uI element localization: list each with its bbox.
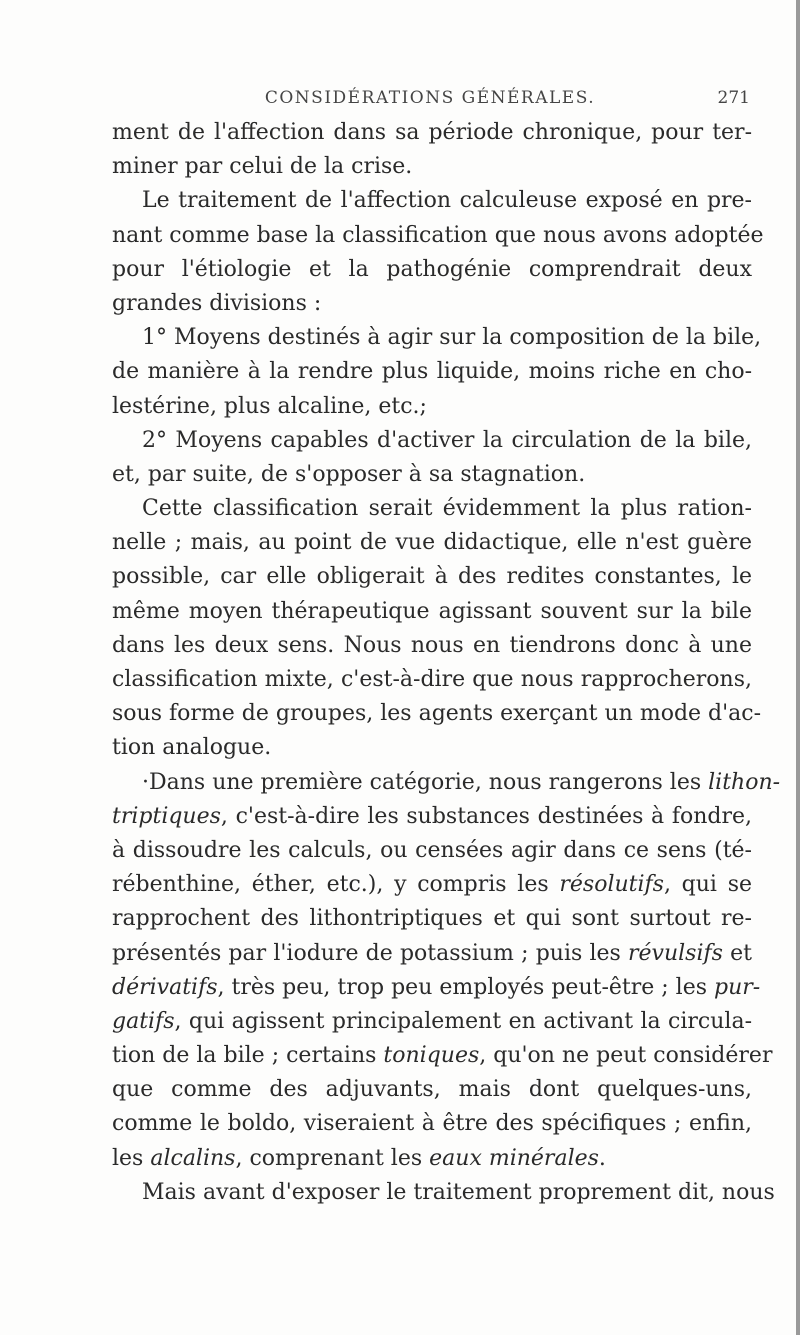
text-fragment: , qui se: [663, 872, 752, 898]
text-fragment: ·Dans une première catégorie, nous rangerons les: [142, 769, 709, 795]
text-line: [112, 1005, 752, 1039]
text-fragment: et: [722, 940, 753, 966]
text-line: pour l'étiologie et la pathogénie comprendrait deux: [112, 256, 752, 282]
text-line: comme le boldo, viseraient à être des spécifiques ; enfin,: [112, 1111, 752, 1137]
text-line: sous forme de groupes, les agents exerçant un mode d'ac-: [112, 701, 762, 727]
page-edge-shadow: [796, 0, 800, 1335]
text-line: [112, 971, 761, 1005]
text-line: et, par suite, de s'opposer à sa stagnation.: [112, 461, 586, 487]
text-line: grandes divisions :: [112, 290, 322, 316]
text-line: Le traitement de l'affection calculeuse exposé en pre-: [142, 188, 752, 214]
text-fragment: rébenthine, éther, etc.), y compris les: [112, 872, 560, 898]
text-line: [112, 1039, 773, 1073]
page-number: 271: [717, 88, 750, 108]
text-line: ment de l'affection dans sa période chronique, pour ter-: [112, 120, 752, 145]
italic-term: résolutifs: [559, 872, 664, 898]
text-line: miner par celui de la crise.: [112, 154, 413, 180]
text-line: lestérine, plus alcaline, etc.;: [112, 393, 427, 419]
text-line: 1° Moyens destinés à agir sur la composition de la bile,: [142, 325, 762, 351]
text-line: [112, 766, 781, 800]
italic-term: gatifs: [112, 1008, 175, 1034]
text-line: [112, 1142, 752, 1176]
text-line: que comme des adjuvants, mais dont quelques-uns,: [112, 1077, 752, 1103]
text-fragment: , qui agissent principalement en activant la circula-: [174, 1008, 752, 1034]
text-fragment: .: [598, 1145, 606, 1171]
text-line: 2° Moyens capables d'activer la circulation de la bile,: [142, 427, 752, 453]
text-fragment: , c'est-à-dire les substances destinées à fondre,: [220, 803, 752, 829]
text-fragment: , comprenant les: [235, 1145, 430, 1171]
text-fragment: , très peu, trop peu employés peut-être ; les: [217, 974, 715, 1000]
italic-term: dérivatifs: [112, 974, 218, 1000]
text-fragment: , qu'on ne peut considérer: [479, 1043, 773, 1069]
text-fragment: les: [112, 1145, 151, 1171]
text-line: [112, 800, 752, 834]
text-line: dans les deux sens. Nous nous en tiendrons donc à une: [112, 632, 752, 658]
text-fragment: tion de la bile ; certains: [112, 1043, 384, 1069]
italic-term: triptiques: [112, 803, 221, 829]
text-line: [112, 868, 752, 902]
text-line: nelle ; mais, au point de vue didactique, elle n'est guère: [112, 530, 752, 556]
page-header: [110, 88, 750, 116]
text-line: classification mixte, c'est-à-dire que nous rapprocherons,: [112, 667, 752, 692]
text-line: Mais avant d'exposer le traitement proprement dit, nous: [142, 1179, 775, 1205]
italic-term: alcalins: [150, 1145, 236, 1171]
text-line: [112, 937, 752, 971]
text-line: Cette classification serait évidemment la plus ration-: [142, 496, 752, 522]
body-text: [112, 116, 781, 1210]
italic-term: pur-: [714, 974, 761, 1000]
text-line: nant comme base la classification que nous avons adoptée: [112, 222, 764, 248]
italic-term: révulsifs: [628, 940, 723, 966]
text-line: possible, car elle obligerait à des redites constantes, le: [112, 564, 752, 590]
text-line: à dissoudre les calculs, ou censées agir dans ce sens (té-: [112, 837, 752, 863]
text-line: de manière à la rendre plus liquide, moins riche en cho-: [112, 359, 752, 385]
running-title: CONSIDÉRATIONS GÉNÉRALES.: [264, 88, 596, 108]
text-line: rapprochent des lithontriptiques et qui sont surtout re-: [112, 906, 752, 932]
italic-term: lithon-: [708, 769, 781, 795]
text-line: tion analogue.: [112, 735, 272, 761]
text-fragment: présentés par l'iodure de potassium ; puis les: [112, 940, 629, 966]
italic-term: eaux minérales: [429, 1145, 599, 1171]
italic-term: toniques: [383, 1043, 480, 1069]
text-line: même moyen thérapeutique agissant souvent sur la bile: [112, 598, 752, 624]
